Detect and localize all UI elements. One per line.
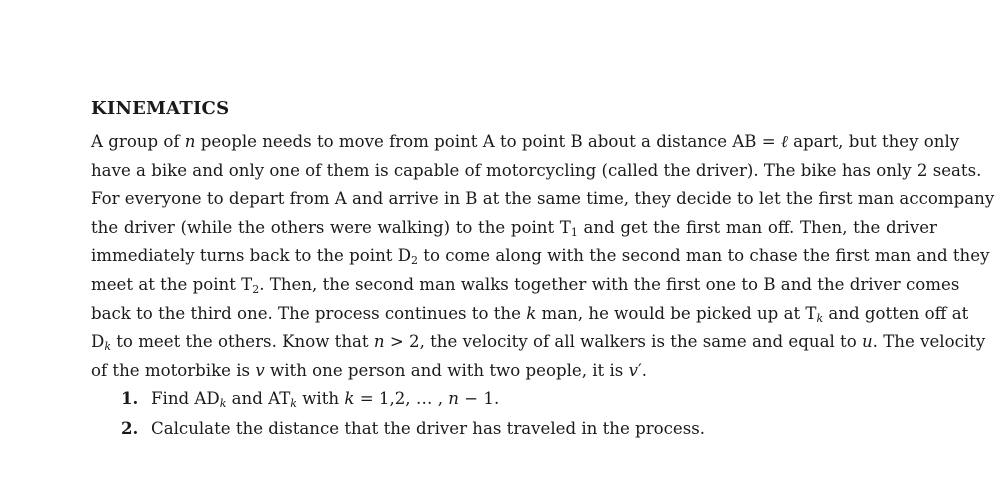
question-number: 2.	[121, 418, 139, 438]
question-item	[121, 384, 705, 414]
problem-line: For everyone to depart from A and arrive in B at the same time, they decide to let the first man accompany	[91, 189, 995, 209]
question-text: Calculate the distance that the driver has traveled in the process.	[151, 419, 706, 438]
question-text: Find $AD_k$ and $AT_k$ with k = 1,2, … , n − 1.	[151, 389, 500, 410]
section-heading: KINEMATICS	[91, 98, 230, 119]
problem-line: have a bike and only one of them is capable of motorcycling (called the driver). The bike has only 2 seats.	[91, 160, 982, 180]
problem-line: of the motorbike is v with one person and with two people, it is v′.	[91, 360, 648, 380]
question-item	[121, 414, 705, 444]
problem-statement	[91, 128, 995, 385]
question-list	[121, 384, 705, 444]
question-number: 1.	[121, 388, 139, 408]
problem-line: meet at the point $T_2$. Then, the second man walks together with the first one to B and the driver comes	[91, 274, 960, 296]
problem-line: $D_k$ to meet the others. Know that n > 2, the velocity of all walkers is the same and equal to u. The velocity	[91, 332, 986, 354]
problem-line: the driver (while the others were walking) to the point $T_1$ and get the first man off. Then, the driver	[91, 217, 937, 239]
problem-line: back to the third one. The process continues to the k man, he would be picked up at $T_k$ and gotten off at	[91, 303, 969, 325]
problem-line: A group of n people needs to move from point A to point B about a distance AB = ℓ apart, but they only	[91, 132, 960, 151]
problem-line: immediately turns back to the point $D_2$ to come along with the second man to chase the first man and they	[91, 246, 990, 268]
